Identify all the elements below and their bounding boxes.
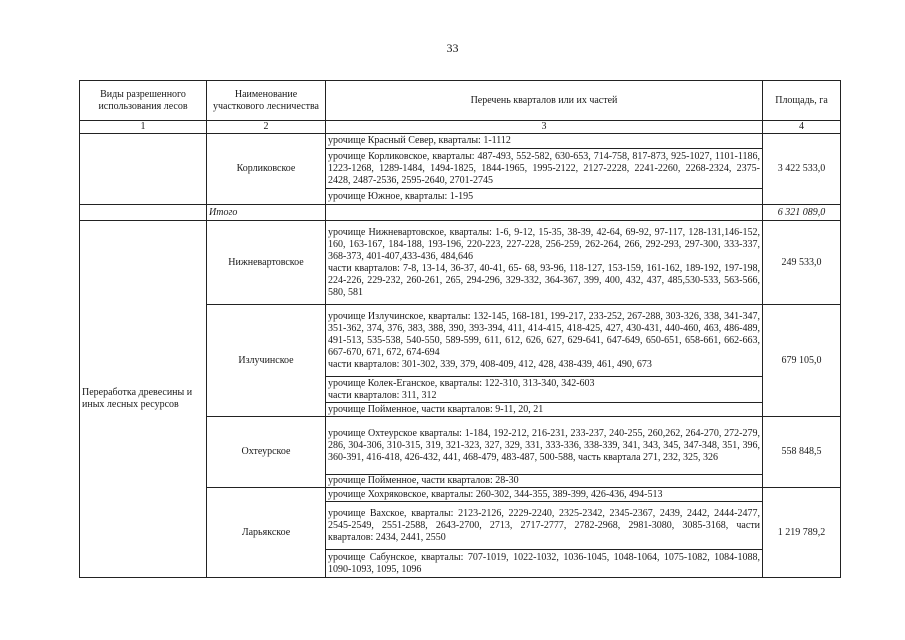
area-izluchinskoe: 679 105,0 [763,305,841,417]
quarters-text: урочище Вахское, кварталы: 2123-2126, 2229-2240, 2325-2342, 2345-2367, 2439, 2442, 2444-2477, 2545-2549, 2551-2588, 2643-2700, 2713, 2717-2777, 2782-2968, 2981-3080, 3085-3168, части кварталов: 2434, 2441, 2550 [326,502,763,550]
use-type-cell-empty [80,134,207,205]
forestry-okhteurskoe: Охтеурское [207,417,326,488]
quarters-paragraph: части кварталов: 301-302, 339, 379, 408-409, 412, 428, 438-439, 461, 490, 673 [328,358,652,370]
total-value: 6 321 089,0 [763,205,841,221]
header-area: Площадь, га [763,81,841,121]
quarters-paragraph: урочище Нижневартовское, кварталы: 1-6, 9-12, 15-35, 38-39, 42-64, 69-92, 97-117, 128-131,146-152, 160, 163-167, 184-188, 193-196, 220-223, 227-228, 256-259, 262-264, 266, 292-293, 297-300, 333-337, 368-373, 401-407,433-436, 484,646 [328,226,760,262]
total-empty-cell [326,205,763,221]
header-forestry-name: Наименование участкового лесничества [207,81,326,121]
quarters-text: урочище Красный Север, кварталы: 1-1112 [326,134,763,149]
forestry-nizhnevartovskoe: Нижневартовское [207,221,326,305]
header-quarters-list: Перечень кварталов или их частей [326,81,763,121]
table-row [80,221,841,305]
total-label: Итого [207,205,326,221]
table-header-row [80,81,841,121]
total-row [80,205,841,221]
col-number-3: 3 [326,121,763,134]
col-number-4: 4 [763,121,841,134]
quarters-paragraph: части кварталов: 7-8, 13-14, 36-37, 40-41, 65- 68, 93-96, 118-127, 153-159, 161-162, 189-192, 197-198, 224-226, 229-232, 260-261, 265, 294-296, 329-332, 364-367, 399, 400, 432, 437, 485,530-533, 563-566, 580, 581 [328,262,760,298]
quarters-text: урочище Сабунское, кварталы: 707-1019, 1022-1032, 1036-1045, 1048-1064, 1075-1082, 1084-1088, 1090-1093, 1095, 1096 [326,550,763,578]
column-number-row [80,121,841,134]
header-use-type: Виды разрешенного использования лесов [80,81,207,121]
forestry-izluchinskoe: Излучинское [207,305,326,417]
quarters-text [326,221,763,305]
quarters-text: урочище Южное, кварталы: 1-195 [326,189,763,205]
col-number-1: 1 [80,121,207,134]
quarters-text [326,305,763,377]
use-type-processing: Переработка древесины и иных лесных ресурсов [80,221,207,578]
page-number: 33 [446,41,459,55]
area-nizhnevartovskoe: 249 533,0 [763,221,841,305]
quarters-paragraph: урочище Колек-Еганское, кварталы: 122-310, 313-340, 342-603 [328,377,595,389]
quarters-table [79,80,841,578]
quarters-text: урочище Корликовское, кварталы: 487-493, 552-582, 630-653, 714-758, 817-873, 925-1027, 1101-1186, 1223-1268, 1289-1484, 1494-1825, 1844-1965, 1995-2122, 2127-2228, 2241-2260, 2268-2324, 2375-2428, 2487-2536, 2595-2640, 2701-2745 [326,149,763,189]
quarters-paragraph: урочище Излучинское, кварталы: 132-145, 168-181, 199-217, 233-252, 267-288, 303-326, 338, 341-347, 351-362, 374, 376, 383, 388, 390, 393-394, 411, 414-415, 418-425, 427, 430-431, 440-460, 463, 486-489, 491-513, 535-538, 540-550, 589-599, 611, 612, 626, 627, 629-641, 647-649, 650-651, 658-661, 662-663, 667-670, 671, 672, 674-694 [328,310,760,358]
quarters-text: урочище Пойменное, части кварталов: 9-11, 20, 21 [326,403,763,417]
quarters-text: урочище Хохряковское, кварталы: 260-302, 344-355, 389-399, 426-436, 494-513 [326,488,763,502]
col-number-2: 2 [207,121,326,134]
area-okhteurskoe: 558 848,5 [763,417,841,488]
forestry-korlikovskoe: Корликовское [207,134,326,205]
quarters-paragraph: части кварталов: 311, 312 [328,389,437,401]
quarters-text: урочище Охтеурское кварталы: 1-184, 192-212, 216-231, 233-237, 240-255, 260,262, 264-270, 272-279, 286, 304-306, 310-315, 319, 321-323, 327, 329, 331, 333-336, 338-339, 341, 343, 345, 347-348, 351, 396, 360-391, 416-418, 426-432, 441, 468-479, 483-487, 500-588, часть квартала 271, 232, 325, 326 [326,417,763,475]
forestry-laryakskoe: Ларьякское [207,488,326,578]
area-korlikovskoe: 3 422 533,0 [763,134,841,205]
quarters-text: урочище Пойменное, части кварталов: 28-30 [326,475,763,488]
area-laryakskoe: 1 219 789,2 [763,488,841,578]
total-empty-cell [80,205,207,221]
table-row [80,134,841,149]
quarters-text [326,377,763,403]
